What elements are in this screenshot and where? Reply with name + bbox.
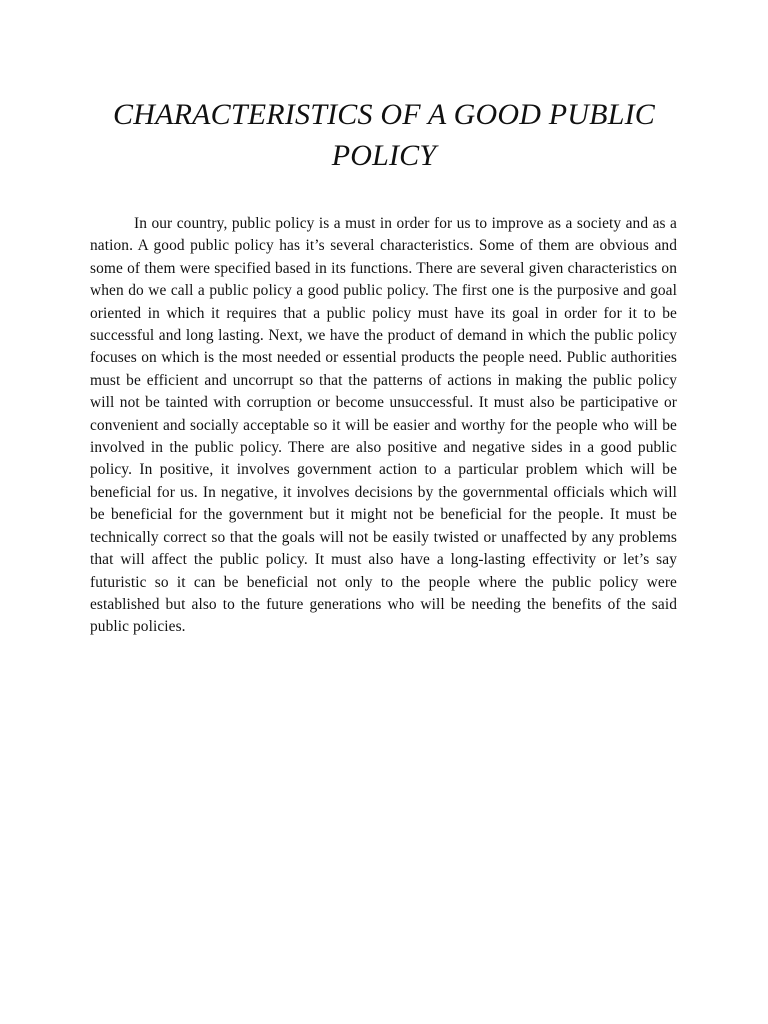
document-title: CHARACTERISTICS OF A GOOD PUBLIC POLICY [113, 98, 655, 172]
body-paragraph: In our country, public policy is a must in order for us to improve as a society and as a nation. A good public policy has it’s several characteristics. Some of them are obvious and some of them were specified based in its functions. There are several given characteristics on when do we call a public policy a good public policy. The first one is the purposive and goal oriented in which it requires that a public policy must have its goal in order for it to be successful and long lasting. Next, we have the product of demand in which the public policy focuses on which is the most needed or essential products the people need. Public authorities must be efficient and uncorrupt so that the patterns of actions in making the public policy will not be tainted with corruption or become unsuccessful. It must also be participative or convenient and socially acceptable so it will be easier and worthy for the people who will be involved in the public policy. There are also positive and negative sides in a good public policy. In positive, it involves government action to a particular problem which will be beneficial for us. In negative, it involves decisions by the governmental officials which will be beneficial for the government but it might not be beneficial for the people. It must be technically correct so that the goals will not be easily twisted or unaffected by any problems that will affect the public policy. It must also have a long-lasting effectivity or let’s say futuristic so it can be beneficial not only to the people where the public policy were established but also to the future generations who will be needing the benefits of the said public policies. [90, 215, 677, 636]
